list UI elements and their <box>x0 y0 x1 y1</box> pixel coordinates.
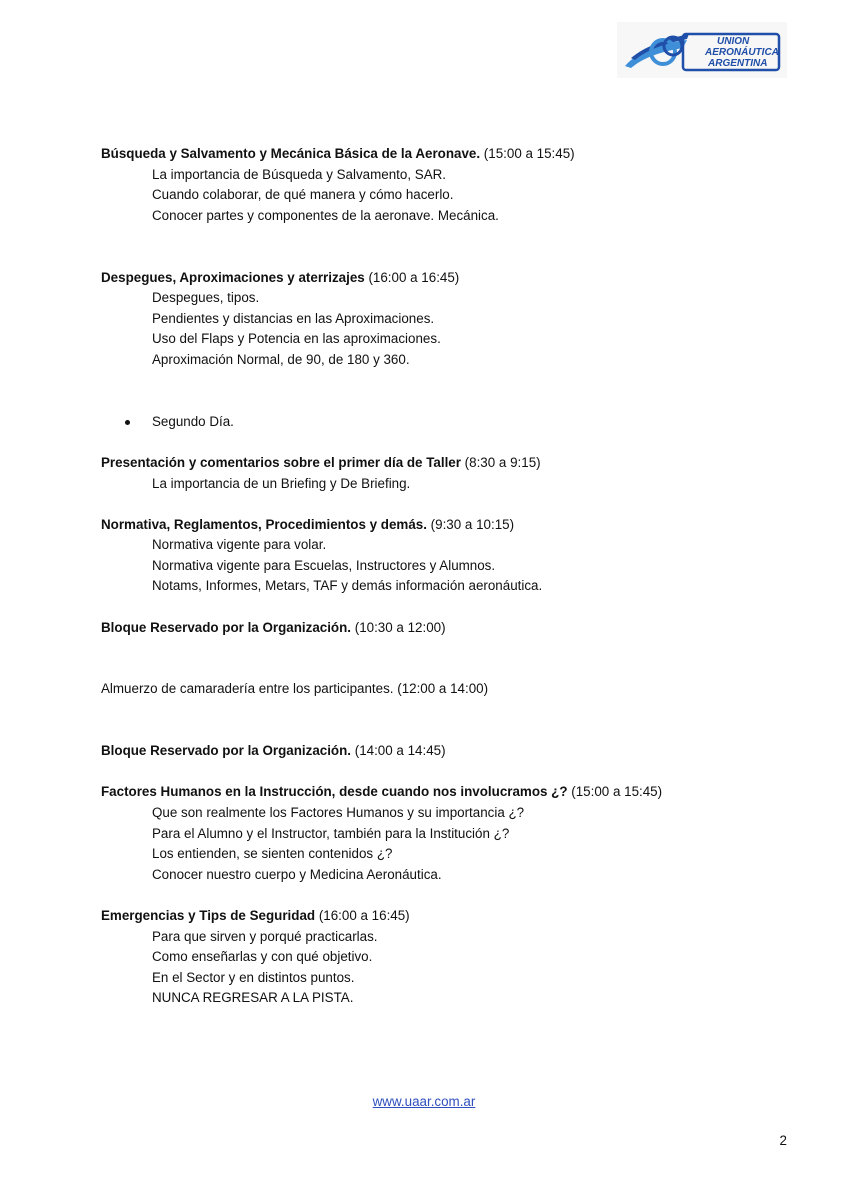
section-time: (16:00 a 16:45) <box>364 269 460 285</box>
section-heading <box>101 906 801 927</box>
section-heading <box>101 453 801 474</box>
section-time: (14:00 a 14:45) <box>351 743 446 759</box>
section-title: Búsqueda y Salvamento y Mecánica Básica de la Aeronave. <box>101 146 481 161</box>
section-heading <box>101 515 801 536</box>
section-item: Cuando colaborar, de qué manera y cómo hacerlo. <box>152 187 454 203</box>
bullet-dot-icon <box>125 420 130 425</box>
section-title: Presentación y comentarios sobre el primer día de Taller <box>101 454 461 470</box>
section-heading <box>101 618 801 639</box>
section-title: Normativa, Reglamentos, Procedimientos y demás. <box>101 516 427 532</box>
section-item: Despegues, tipos. <box>152 290 260 306</box>
uaar-logo <box>617 22 787 78</box>
section-title: Despegues, Aproximaciones y aterrizajes <box>101 269 365 285</box>
section-item: NUNCA REGRESAR A LA PISTA. <box>152 990 354 1006</box>
section-item: Los entienden, se sienten contenidos ¿? <box>152 846 393 862</box>
day-bullet <box>101 412 801 433</box>
section-item: Para el Alumno y el Instructor, también para la Institución ¿? <box>152 825 510 841</box>
section-title: Factores Humanos en la Instrucción, desde cuando nos involucramos ¿? <box>101 784 568 800</box>
section-heading <box>101 741 801 762</box>
section-time: (15:00 a 15:45) <box>480 146 575 161</box>
section-time: (16:00 a 16:45) <box>315 907 410 923</box>
section-item: La importancia de Búsqueda y Salvamento, SAR. <box>152 166 447 182</box>
section-time: (10:30 a 12:00) <box>351 619 446 635</box>
section-time: (9:30 a 10:15) <box>426 516 515 532</box>
section-item: Normativa vigente para Escuelas, Instructores y Alumnos. <box>152 557 496 573</box>
section-title: Bloque Reservado por la Organización. <box>101 619 352 635</box>
section-item: Notams, Informes, Metars, TAF y demás información aeronáutica. <box>152 578 543 594</box>
section-heading <box>101 782 801 803</box>
agenda-content <box>101 144 801 1009</box>
section-item: La importancia de un Briefing y De Briefing. <box>152 475 411 491</box>
section-item: Como enseñarlas y con qué objetivo. <box>152 949 373 965</box>
section-heading <box>101 144 801 165</box>
section-item: Que son realmente los Factores Humanos y su importancia ¿? <box>152 805 525 820</box>
logo-text-line3: ARGENTINA <box>708 58 768 69</box>
section-heading <box>101 268 801 289</box>
logo-text-line1: UNION <box>717 36 750 47</box>
section-time: (15:00 a 15:45) <box>567 784 663 800</box>
section-title: Bloque Reservado por la Organización. <box>101 743 352 759</box>
section-item: Conocer partes y componentes de la aeronave. Mecánica. <box>152 207 499 223</box>
day-bullet-label: Segundo Día. <box>152 413 234 429</box>
section-time: (8:30 a 9:15) <box>460 454 541 470</box>
section-title: Emergencias y Tips de Seguridad <box>101 907 316 923</box>
section-item: Conocer nuestro cuerpo y Medicina Aeronáutica. <box>152 866 442 882</box>
logo-text-line2: AERONÁUTICA <box>705 47 779 58</box>
section-item: Para que sirven y porqué practicarlas. <box>152 928 378 944</box>
section-item: Uso del Flaps y Potencia en las aproximaciones. <box>152 331 441 347</box>
section-item: Pendientes y distancias en las Aproximaciones. <box>152 310 435 326</box>
page-number: 2 <box>779 1133 787 1148</box>
section-item: En el Sector y en distintos puntos. <box>152 969 355 985</box>
website-link[interactable]: www.uaar.com.ar <box>372 1094 476 1109</box>
section-item: Normativa vigente para volar. <box>152 537 327 553</box>
section-item: Aproximación Normal, de 90, de 180 y 360. <box>152 351 410 367</box>
lunch-line: Almuerzo de camaradería entre los participantes. (12:00 a 14:00) <box>101 681 489 697</box>
